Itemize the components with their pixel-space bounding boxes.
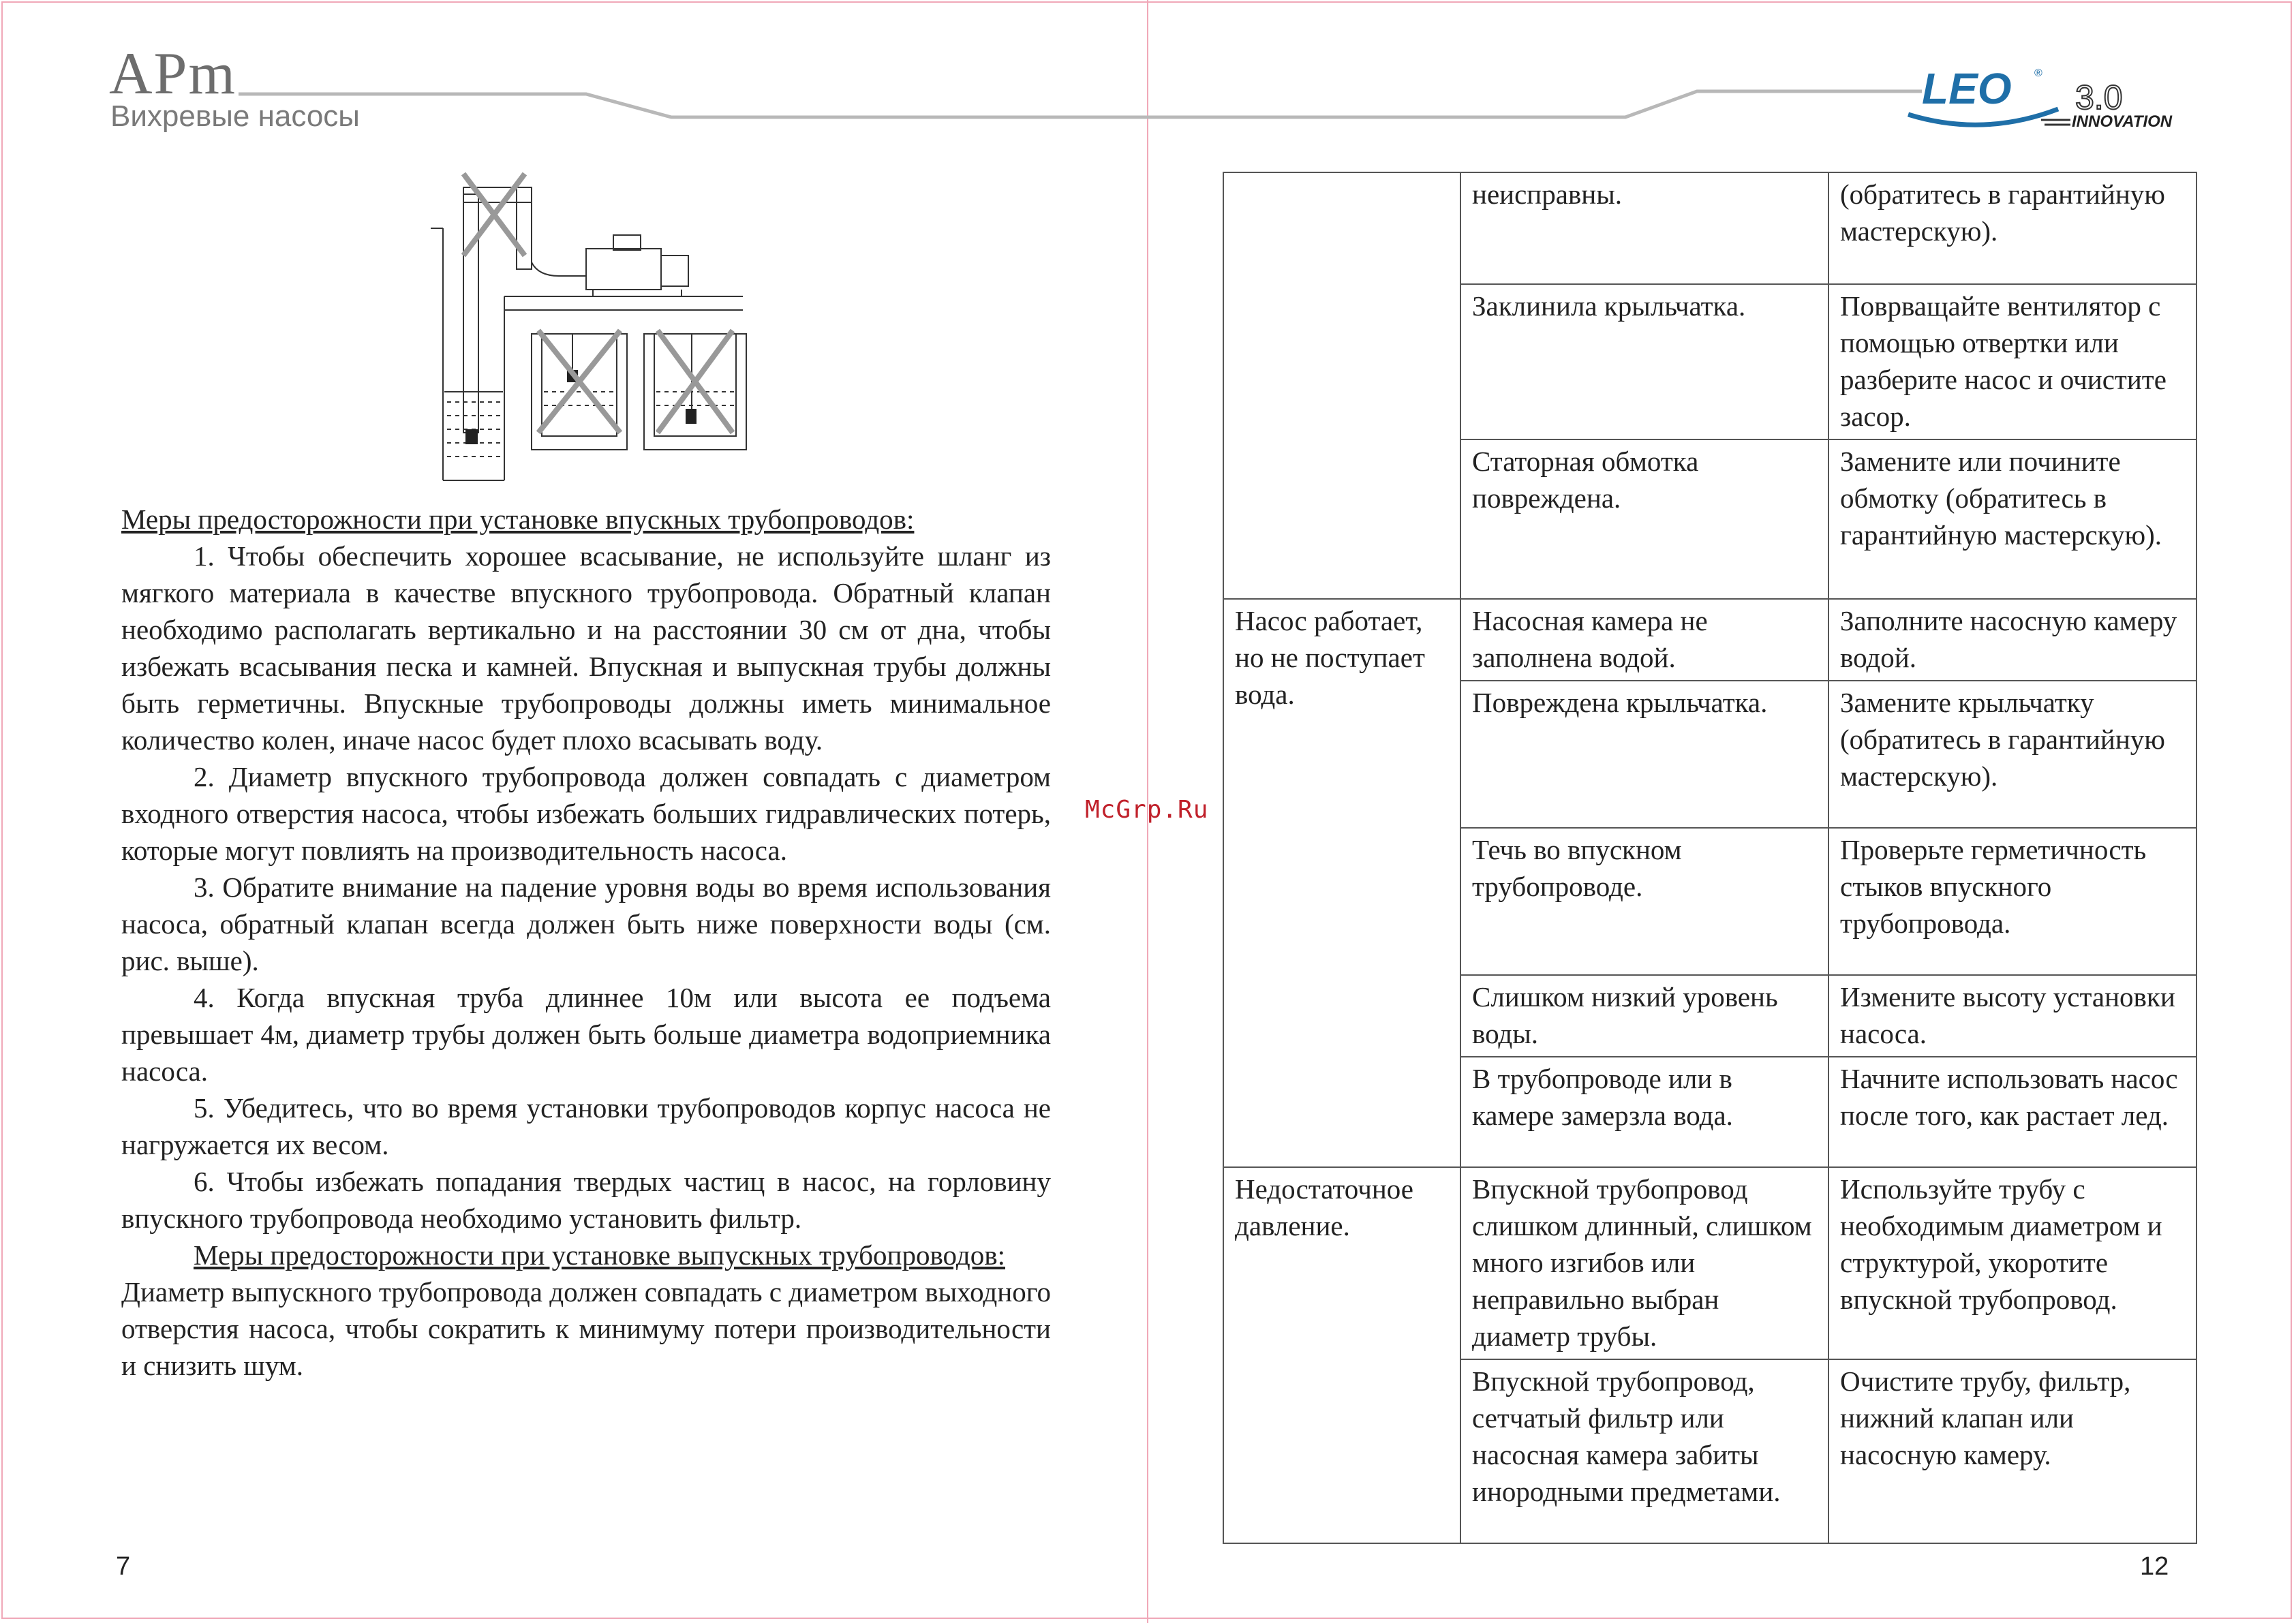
page-subtitle: Вихревые насосы — [110, 99, 360, 133]
problem-cell — [1223, 172, 1460, 599]
troubleshooting-table — [1223, 172, 2197, 1544]
problem-cell: Недостаточное давление. — [1223, 1167, 1460, 1543]
remedy-cell: Заполните насосную камеру водой. — [1828, 599, 2196, 681]
inlet-item-4: 4. Когда впускная труба длиннее 10м или высота ее подъема превышает 4м, диаметр трубы должен быть больше диаметра водоприемника насоса. — [121, 982, 1051, 1087]
table-row — [1223, 1167, 2196, 1359]
cause-cell: Повреждена крыльчатка. — [1460, 681, 1828, 828]
remedy-cell: Проверьте герметичность стыков впускного трубопровода. — [1828, 828, 2196, 975]
remedy-cell: Начните использовать насос после того, как растает лед. — [1828, 1057, 2196, 1167]
inlet-item-1: 1. Чтобы обеспечить хорошее всасывание, не используйте шланг из мягкого материала в качестве впускного трубопровода. Обратный клапан необходимо располагать вертикально и на расстоянии 30 см от дна, чтобы избежать всасывания песка и камней. Впускная и выпускная трубы должны быть герметичны. Впускные трубопроводы должны иметь минимальное количество колен, иначе насос будет плохо всасывать воду. — [121, 540, 1051, 756]
outlet-heading: Меры предосторожности при установке выпускных трубопроводов: — [194, 1239, 1005, 1271]
cause-cell: Впускной трубопровод слишком длинный, слишком много изгибов или неправильно выбран диаметр трубы. — [1460, 1167, 1828, 1359]
remedy-cell: Замените или почините обмотку (обратитесь в гарантийную мастерскую). — [1828, 439, 2196, 599]
cause-cell: Слишком низкий уровень воды. — [1460, 975, 1828, 1057]
remedy-cell: Замените крыльчатку (обратитесь в гарантийную мастерскую). — [1828, 681, 2196, 828]
problem-cell: Насос работает, но не поступает вода. — [1223, 599, 1460, 1167]
leo-logo — [1901, 61, 2188, 136]
inlet-item-5: 5. Убедитесь, что во время установки трубопроводов корпус насоса не нагружается их весом. — [121, 1092, 1051, 1160]
svg-text:®: ® — [2034, 67, 2042, 79]
page-number-right: 12 — [2140, 1552, 2169, 1581]
cause-cell: В трубопроводе или в камере замерзла вода. — [1460, 1057, 1828, 1167]
inlet-heading: Меры предосторожности при установке впускных трубопроводов: — [121, 504, 915, 535]
cause-cell: Впускной трубопровод, сетчатый фильтр или насосная камера забиты инородными предметами. — [1460, 1359, 1828, 1543]
page-title: APm — [109, 41, 236, 107]
logo-text: LEO — [1922, 64, 2012, 113]
cause-cell: неисправны. — [1460, 172, 1828, 284]
remedy-cell: Очистите трубу, фильтр, нижний клапан или насосную камеру. — [1828, 1359, 2196, 1543]
page-number-left: 7 — [116, 1552, 131, 1581]
watermark: McGrp.Ru — [1085, 796, 1209, 824]
remedy-cell: Поврващайте вентилятор с помощью отвертки или разберите насос и очистите засор. — [1828, 284, 2196, 439]
logo-tagline: INNOVATION — [2072, 112, 2173, 131]
cause-cell: Статорная обмотка повреждена. — [1460, 439, 1828, 599]
table-row — [1223, 172, 2196, 284]
remedy-cell: (обратитесь в гарантийную мастерскую). — [1828, 172, 2196, 284]
inlet-item-2: 2. Диаметр впускного трубопровода должен совпадать с диаметром входного отверстия насоса, чтобы избежать больших гидравлических потерь, которые могут повлиять на производительность насоса. — [121, 761, 1051, 866]
cause-cell: Насосная камера не заполнена водой. — [1460, 599, 1828, 681]
cause-cell: Течь во впускном трубопроводе. — [1460, 828, 1828, 975]
remedy-cell: Используйте трубу с необходимым диаметром и структурой, укоротите впускной трубопровод. — [1828, 1167, 2196, 1359]
remedy-cell: Измените высоту установки насоса. — [1828, 975, 2196, 1057]
outlet-text: Диаметр выпускного трубопровода должен совпадать с диаметром выходного отверстия насоса, чтобы сократить к минимуму потери производительности и снизить шум. — [121, 1276, 1051, 1381]
cause-cell: Заклинила крыльчатка. — [1460, 284, 1828, 439]
logo-version: 3.0 — [2075, 78, 2123, 117]
installation-diagram — [423, 167, 750, 487]
inlet-item-3: 3. Обратите внимание на падение уровня воды во время использования насоса, обратный клапан всегда должен быть ниже поверхности воды (см. рис. выше). — [121, 871, 1051, 976]
table-row — [1223, 599, 2196, 681]
inlet-section — [121, 501, 1051, 1384]
inlet-item-6: 6. Чтобы избежать попадания твердых частиц в насос, на горловину впускного трубопровода необходимо установить фильтр. — [121, 1166, 1051, 1234]
